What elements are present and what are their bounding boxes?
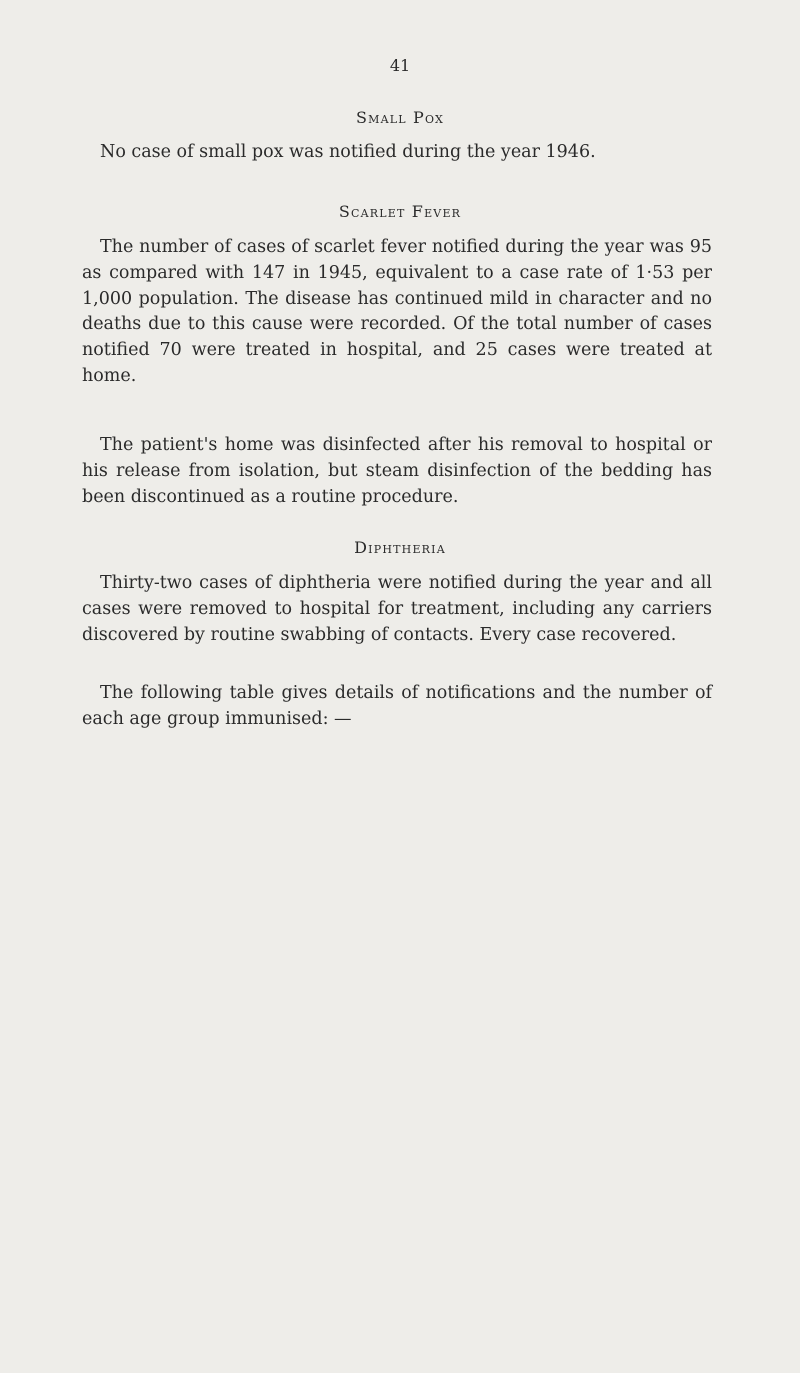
heading-diphtheria: Diphtheria [354,538,446,557]
scarlet-fever-paragraph-2: The patient's home was disinfected after his removal to hospital or his release from isolation, but steam disinfection of the bedding has been discontinued as a routine procedure. [82,435,712,507]
scarlet-fever-paragraph-1: The number of cases of scarlet fever notified during the year was 95 as compared with 147 in 1945, equivalent to a case rate of 1·53 per 1,000 population. The disease has continued mild in character and no deaths due to this cause were recorded. Of the total number of cases notified 70 were treated in hospital, and 25 cases were treated at home. [82,237,712,386]
diphtheria-paragraph-1: Thirty-two cases of diphtheria were notified during the year and all cases were removed to hospital for treatment, including any carriers discovered by routine swabbing of contacts. Every case recovered. [82,573,712,645]
page-number: 41 [389,56,411,75]
diphtheria-paragraph-2: The following table gives details of notifications and the number of each age group immunised: — [82,683,712,729]
heading-small-pox: Small Pox [355,108,445,127]
small-pox-paragraph: No case of small pox was notified during the year 1946. [100,142,596,162]
heading-scarlet-fever: Scarlet Fever [338,202,462,221]
